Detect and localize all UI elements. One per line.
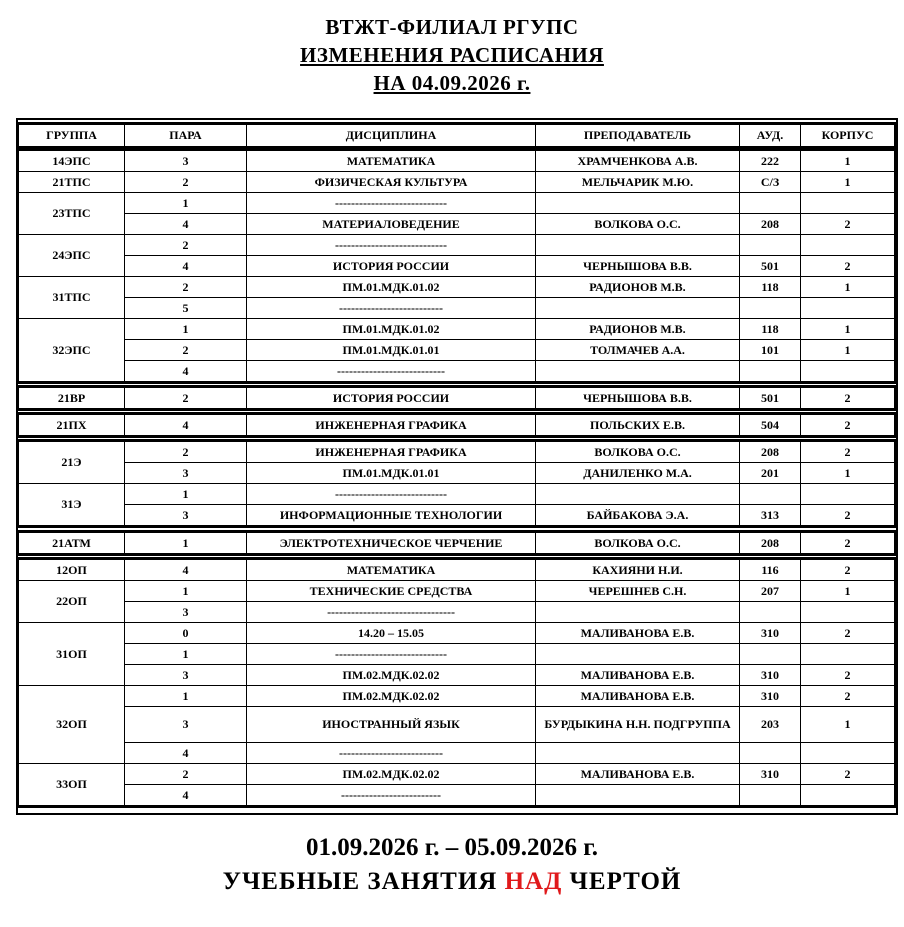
table-row	[19, 581, 895, 602]
para-cell: 2	[125, 340, 247, 361]
table-row	[19, 560, 895, 581]
teacher-cell	[536, 235, 740, 256]
group-cell: 14ЭПС	[19, 151, 125, 172]
teacher-cell: БУРДЫКИНА Н.Н. ПОДГРУППА	[536, 707, 740, 743]
teacher-cell: ДАНИЛЕНКО М.А.	[536, 463, 740, 484]
discipline-cell: 14.20 – 15.05	[247, 623, 536, 644]
teacher-cell: РАДИОНОВ М.В.	[536, 319, 740, 340]
discipline-cell: ТЕХНИЧЕСКИЕ СРЕДСТВА	[247, 581, 536, 602]
footer-note-start: УЧЕБНЫЕ ЗАНЯТИЯ	[222, 868, 505, 895]
group-cell: 23ТПС	[19, 193, 125, 235]
discipline-cell: ПМ.02.МДК.02.02	[247, 764, 536, 785]
para-cell: 0	[125, 623, 247, 644]
table-row	[19, 235, 895, 256]
table-row	[19, 172, 895, 193]
group-cell: 31ОП	[19, 623, 125, 686]
para-cell: 3	[125, 707, 247, 743]
para-cell: 3	[125, 665, 247, 686]
teacher-cell	[536, 484, 740, 505]
teacher-cell: ТОЛМАЧЕВ А.А.	[536, 340, 740, 361]
building-cell: 2	[801, 533, 895, 554]
building-cell: 1	[801, 151, 895, 172]
building-cell: 2	[801, 623, 895, 644]
para-cell: 4	[125, 214, 247, 235]
discipline-cell: ИНЖЕНЕРНАЯ ГРАФИКА	[247, 442, 536, 463]
table-row	[19, 533, 895, 554]
schedule-block	[18, 150, 895, 382]
discipline-cell: ---------------------------	[247, 361, 536, 382]
teacher-cell	[536, 602, 740, 623]
group-cell: 33ОП	[19, 764, 125, 806]
building-cell: 1	[801, 463, 895, 484]
room-cell: 313	[740, 505, 801, 526]
column-header: ДИСЦИПЛИНА	[247, 125, 536, 147]
teacher-cell	[536, 644, 740, 665]
building-cell: 2	[801, 256, 895, 277]
para-cell: 4	[125, 743, 247, 764]
para-cell: 2	[125, 388, 247, 409]
teacher-cell	[536, 361, 740, 382]
building-cell	[801, 602, 895, 623]
discipline-cell: ----------------------------	[247, 193, 536, 214]
table-row	[19, 665, 895, 686]
discipline-cell: ИСТОРИЯ РОССИИ	[247, 388, 536, 409]
table-row	[19, 764, 895, 785]
room-cell: 201	[740, 463, 801, 484]
table-row	[19, 193, 895, 214]
table-row	[19, 151, 895, 172]
period-dates: 01.09.2026 г. – 05.09.2026 г.	[305, 834, 599, 861]
discipline-cell: ПМ.01.МДК.01.02	[247, 319, 536, 340]
para-cell: 3	[125, 151, 247, 172]
group-cell: 32ЭПС	[19, 319, 125, 382]
room-cell: 504	[740, 415, 801, 436]
schedule-block	[18, 559, 895, 806]
column-header: АУД.	[740, 125, 801, 147]
room-cell: 207	[740, 581, 801, 602]
building-cell: 2	[801, 214, 895, 235]
building-cell: 2	[801, 505, 895, 526]
para-cell: 3	[125, 505, 247, 526]
discipline-cell: -------------------------	[247, 785, 536, 806]
table-row	[19, 361, 895, 382]
room-cell: 310	[740, 686, 801, 707]
teacher-cell: ВОЛКОВА О.С.	[536, 442, 740, 463]
group-cell: 21ВР	[19, 388, 125, 409]
table-row	[19, 415, 895, 436]
table-row	[19, 214, 895, 235]
room-cell: 203	[740, 707, 801, 743]
room-cell	[740, 298, 801, 319]
discipline-cell: МАТЕМАТИКА	[247, 151, 536, 172]
para-cell: 2	[125, 442, 247, 463]
table-row	[19, 277, 895, 298]
para-cell: 3	[125, 602, 247, 623]
footer-note-highlight: НАД	[504, 868, 563, 895]
discipline-cell: ПМ.01.МДК.01.01	[247, 340, 536, 361]
building-cell: 1	[801, 172, 895, 193]
room-cell	[740, 361, 801, 382]
building-cell: 1	[801, 319, 895, 340]
room-cell: 208	[740, 214, 801, 235]
building-cell: 1	[801, 277, 895, 298]
teacher-cell: КАХИЯНИ Н.И.	[536, 560, 740, 581]
room-cell	[740, 193, 801, 214]
table-row	[19, 319, 895, 340]
discipline-cell: ЭЛЕКТРОТЕХНИЧЕСКОЕ ЧЕРЧЕНИЕ	[247, 533, 536, 554]
room-cell: 118	[740, 277, 801, 298]
teacher-cell	[536, 743, 740, 764]
para-cell: 4	[125, 361, 247, 382]
room-cell: 501	[740, 388, 801, 409]
teacher-cell	[536, 298, 740, 319]
group-cell: 21ПХ	[19, 415, 125, 436]
building-cell: 1	[801, 581, 895, 602]
building-cell: 1	[801, 340, 895, 361]
group-cell: 12ОП	[19, 560, 125, 581]
para-cell: 4	[125, 415, 247, 436]
group-cell: 31Э	[19, 484, 125, 526]
room-cell: 116	[740, 560, 801, 581]
group-cell: 31ТПС	[19, 277, 125, 319]
table-row	[19, 602, 895, 623]
building-cell: 2	[801, 388, 895, 409]
room-cell: 310	[740, 623, 801, 644]
room-cell: 501	[740, 256, 801, 277]
table-row	[19, 256, 895, 277]
building-cell	[801, 193, 895, 214]
column-header: ГРУППА	[19, 125, 125, 147]
teacher-cell: ПОЛЬСКИХ Е.В.	[536, 415, 740, 436]
table-row	[19, 707, 895, 743]
discipline-cell: ИНОСТРАННЫЙ ЯЗЫК	[247, 707, 536, 743]
teacher-cell: ЧЕРЕШНЕВ С.Н.	[536, 581, 740, 602]
building-cell	[801, 298, 895, 319]
teacher-cell: МАЛИВАНОВА Е.В.	[536, 665, 740, 686]
room-cell	[740, 785, 801, 806]
room-cell: 310	[740, 764, 801, 785]
footer-note-end: ЧЕРТОЙ	[562, 868, 682, 895]
room-cell	[740, 484, 801, 505]
column-header: ПРЕПОДАВАТЕЛЬ	[536, 125, 740, 147]
table-row	[19, 743, 895, 764]
table-row	[19, 340, 895, 361]
para-cell: 1	[125, 193, 247, 214]
para-cell: 1	[125, 644, 247, 665]
para-cell: 2	[125, 277, 247, 298]
room-cell	[740, 644, 801, 665]
teacher-cell: МЕЛЬЧАРИК М.Ю.	[536, 172, 740, 193]
room-cell	[740, 602, 801, 623]
room-cell: 118	[740, 319, 801, 340]
para-cell: 2	[125, 764, 247, 785]
institution-title: ВТЖТ-ФИЛИАЛ РГУПС	[325, 15, 579, 39]
discipline-cell: ПМ.01.МДК.01.01	[247, 463, 536, 484]
discipline-cell: ИНЖЕНЕРНАЯ ГРАФИКА	[247, 415, 536, 436]
group-cell: 21ТПС	[19, 172, 125, 193]
table-row	[19, 388, 895, 409]
para-cell: 1	[125, 484, 247, 505]
table-row	[19, 442, 895, 463]
para-cell: 4	[125, 256, 247, 277]
building-cell: 2	[801, 560, 895, 581]
room-cell: 208	[740, 442, 801, 463]
schedule-block	[18, 532, 895, 554]
discipline-cell: ПМ.02.МДК.02.02	[247, 686, 536, 707]
teacher-cell: МАЛИВАНОВА Е.В.	[536, 686, 740, 707]
teacher-cell: ВОЛКОВА О.С.	[536, 533, 740, 554]
teacher-cell: МАЛИВАНОВА Е.В.	[536, 764, 740, 785]
teacher-cell: МАЛИВАНОВА Е.В.	[536, 623, 740, 644]
schedule-header	[18, 124, 895, 147]
building-cell	[801, 484, 895, 505]
building-cell: 2	[801, 415, 895, 436]
building-cell	[801, 785, 895, 806]
building-cell: 2	[801, 764, 895, 785]
discipline-cell: ИСТОРИЯ РОССИИ	[247, 256, 536, 277]
teacher-cell: ХРАМЧЕНКОВА А.В.	[536, 151, 740, 172]
teacher-cell	[536, 193, 740, 214]
building-cell	[801, 644, 895, 665]
building-cell	[801, 235, 895, 256]
teacher-cell	[536, 785, 740, 806]
discipline-cell: ----------------------------	[247, 644, 536, 665]
group-cell: 22ОП	[19, 581, 125, 623]
discipline-cell: ПМ.02.МДК.02.02	[247, 665, 536, 686]
table-row	[19, 298, 895, 319]
room-cell: 208	[740, 533, 801, 554]
room-cell	[740, 235, 801, 256]
discipline-cell: МАТЕРИАЛОВЕДЕНИЕ	[247, 214, 536, 235]
column-header: ПАРА	[125, 125, 247, 147]
teacher-cell: ЧЕРНЫШОВА В.В.	[536, 256, 740, 277]
discipline-cell: --------------------------	[247, 298, 536, 319]
room-cell: 101	[740, 340, 801, 361]
para-cell: 1	[125, 686, 247, 707]
room-cell	[740, 743, 801, 764]
document-title: ИЗМЕНЕНИЯ РАСПИСАНИЯ	[300, 43, 604, 67]
group-cell: 21Э	[19, 442, 125, 484]
para-cell: 2	[125, 235, 247, 256]
group-cell: 21АТМ	[19, 533, 125, 554]
para-cell: 1	[125, 581, 247, 602]
building-cell: 2	[801, 442, 895, 463]
para-cell: 2	[125, 172, 247, 193]
group-cell: 24ЭПС	[19, 235, 125, 277]
discipline-cell: ФИЗИЧЕСКАЯ КУЛЬТУРА	[247, 172, 536, 193]
room-cell: С/З	[740, 172, 801, 193]
room-cell: 310	[740, 665, 801, 686]
table-row	[19, 463, 895, 484]
schedule-block	[18, 387, 895, 409]
schedule-block	[18, 414, 895, 436]
para-cell: 4	[125, 785, 247, 806]
para-cell: 1	[125, 319, 247, 340]
footer-note	[0, 866, 904, 898]
document-date: НА 04.09.2026 г.	[373, 71, 531, 95]
discipline-cell: МАТЕМАТИКА	[247, 560, 536, 581]
table-row	[19, 623, 895, 644]
discipline-cell: ----------------------------	[247, 235, 536, 256]
para-cell: 3	[125, 463, 247, 484]
building-cell: 2	[801, 665, 895, 686]
table-row	[19, 484, 895, 505]
group-cell: 32ОП	[19, 686, 125, 764]
building-cell: 2	[801, 686, 895, 707]
discipline-cell: ----------------------------	[247, 484, 536, 505]
teacher-cell: ЧЕРНЫШОВА В.В.	[536, 388, 740, 409]
column-header: КОРПУС	[801, 125, 895, 147]
discipline-cell: --------------------------------	[247, 602, 536, 623]
table-row	[19, 644, 895, 665]
table-row	[19, 686, 895, 707]
table-row	[19, 505, 895, 526]
building-cell	[801, 361, 895, 382]
discipline-cell: ИНФОРМАЦИОННЫЕ ТЕХНОЛОГИИ	[247, 505, 536, 526]
para-cell: 1	[125, 533, 247, 554]
header-row	[19, 125, 895, 147]
para-cell: 5	[125, 298, 247, 319]
discipline-cell: --------------------------	[247, 743, 536, 764]
room-cell: 222	[740, 151, 801, 172]
teacher-cell: БАЙБАКОВА Э.А.	[536, 505, 740, 526]
teacher-cell: РАДИОНОВ М.В.	[536, 277, 740, 298]
discipline-cell: ПМ.01.МДК.01.02	[247, 277, 536, 298]
table-row	[19, 785, 895, 806]
para-cell: 4	[125, 560, 247, 581]
schedule-block	[18, 441, 895, 526]
building-cell	[801, 743, 895, 764]
teacher-cell: ВОЛКОВА О.С.	[536, 214, 740, 235]
building-cell: 1	[801, 707, 895, 743]
